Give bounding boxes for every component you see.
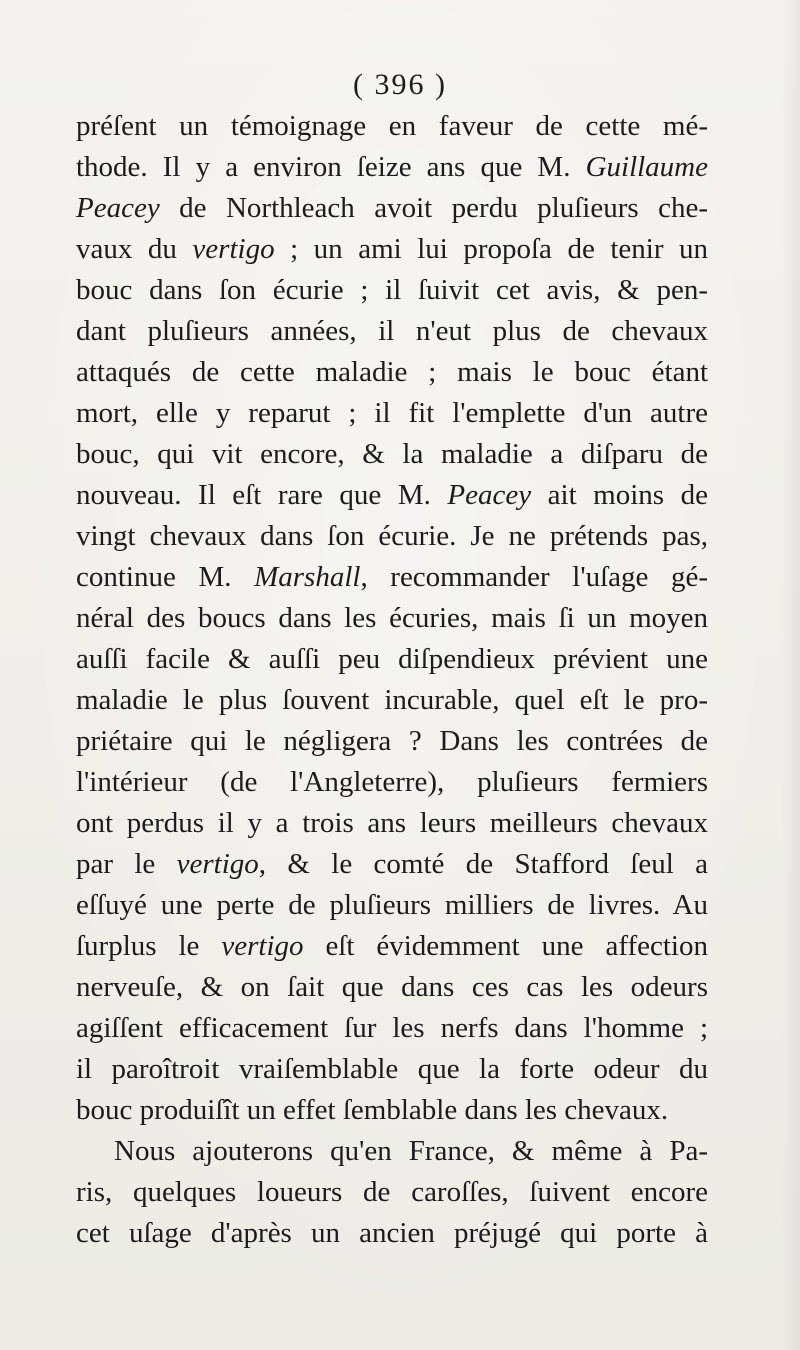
italic-text: Peacey	[76, 192, 160, 224]
text-line	[76, 1090, 708, 1131]
text-line	[76, 598, 708, 639]
text-line	[76, 1131, 708, 1172]
text-line	[76, 639, 708, 680]
text-run: vingt chevaux dans ſon écurie. Je ne prétends pas,	[76, 520, 708, 552]
text-run: ; un ami lui propoſa de tenir un	[274, 233, 708, 265]
italic-text: vertigo	[192, 233, 275, 265]
text-line	[76, 229, 708, 270]
text-run: maladie le plus ſouvent incurable, quel eſt le pro-	[76, 684, 708, 716]
page-number: ( 396 )	[353, 68, 447, 101]
text-line	[76, 762, 708, 803]
text-line	[76, 516, 708, 557]
text-run: nerveuſe, & on ſait que dans ces cas les odeurs	[76, 971, 708, 1003]
text-run: dant pluſieurs années, il n'eut plus de chevaux	[76, 315, 708, 347]
scan-edge-shadow	[782, 0, 800, 1350]
text-run: priétaire qui le négligera ? Dans les contrées de	[76, 725, 708, 757]
text-run: ait moins de	[531, 479, 708, 511]
italic-text: vertigo	[221, 930, 304, 962]
text-run: continue M.	[76, 561, 255, 593]
italic-text: Marshall	[254, 561, 361, 593]
text-line	[76, 885, 708, 926]
body-text	[76, 106, 708, 1254]
italic-text: vertigo	[176, 848, 259, 880]
text-line	[76, 844, 708, 885]
text-run: par le	[76, 848, 177, 880]
text-line	[76, 393, 708, 434]
text-line	[76, 1008, 708, 1049]
text-line	[76, 147, 708, 188]
text-line	[76, 106, 708, 147]
text-line	[76, 967, 708, 1008]
text-run: bouc, qui vit encore, & la maladie a diſparu de	[76, 438, 708, 470]
text-line	[76, 1213, 708, 1254]
text-line	[76, 721, 708, 762]
text-line	[76, 352, 708, 393]
text-run: , recommander l'uſage gé-	[360, 561, 708, 593]
text-run: mort, elle y reparut ; il fit l'emplette d'un autre	[76, 397, 708, 429]
text-run: il paroîtroit vraiſemblable que la forte odeur du	[76, 1053, 708, 1085]
text-run: Nous ajouterons qu'en France, & même à Pa-	[114, 1135, 708, 1167]
text-run: ris, quelques loueurs de caroſſes, ſuivent encore	[76, 1176, 708, 1208]
text-line	[76, 311, 708, 352]
text-line	[76, 434, 708, 475]
text-line	[76, 803, 708, 844]
text-run: cet uſage d'après un ancien préjugé qui porte à	[76, 1217, 708, 1249]
text-run: auſſi facile & auſſi peu diſpendieux prévient une	[76, 643, 708, 675]
text-line	[76, 680, 708, 721]
text-run: agiſſent efficacement ſur les nerfs dans l'homme ;	[76, 1012, 708, 1044]
text-run: vaux du	[76, 233, 193, 265]
text-run: , & le comté de Stafford ſeul a	[258, 848, 708, 880]
text-line	[76, 926, 708, 967]
text-run: nouveau. Il eſt rare que M.	[76, 479, 448, 511]
text-run: ſurplus le	[76, 930, 222, 962]
text-run: bouc produiſît un effet ſemblable dans les chevaux.	[76, 1094, 669, 1126]
text-run: de Northleach avoit perdu pluſieurs che-	[159, 192, 708, 224]
text-run: néral des boucs dans les écuries, mais ſi un moyen	[76, 602, 708, 634]
text-run: l'intérieur (de l'Angleterre), pluſieurs fermiers	[76, 766, 708, 798]
italic-text: Guillaume	[585, 151, 708, 183]
text-run: préſent un témoignage en faveur de cette mé-	[76, 110, 708, 142]
text-line	[76, 188, 708, 229]
text-line	[76, 1172, 708, 1213]
text-run: eſſuyé une perte de pluſieurs milliers de livres. Au	[76, 889, 708, 921]
text-run: thode. Il y a environ ſeize ans que M.	[76, 151, 586, 183]
text-run: bouc dans ſon écurie ; il ſuivit cet avis, & pen-	[76, 274, 708, 306]
italic-text: Peacey	[447, 479, 532, 511]
text-line	[76, 270, 708, 311]
text-line	[76, 557, 708, 598]
text-run: attaqués de cette maladie ; mais le bouc étant	[76, 356, 708, 388]
text-line	[76, 1049, 708, 1090]
text-run: ont perdus il y a trois ans leurs meilleurs chevaux	[76, 807, 708, 839]
text-run: eſt évidemment une affection	[303, 930, 708, 962]
text-line	[76, 475, 708, 516]
